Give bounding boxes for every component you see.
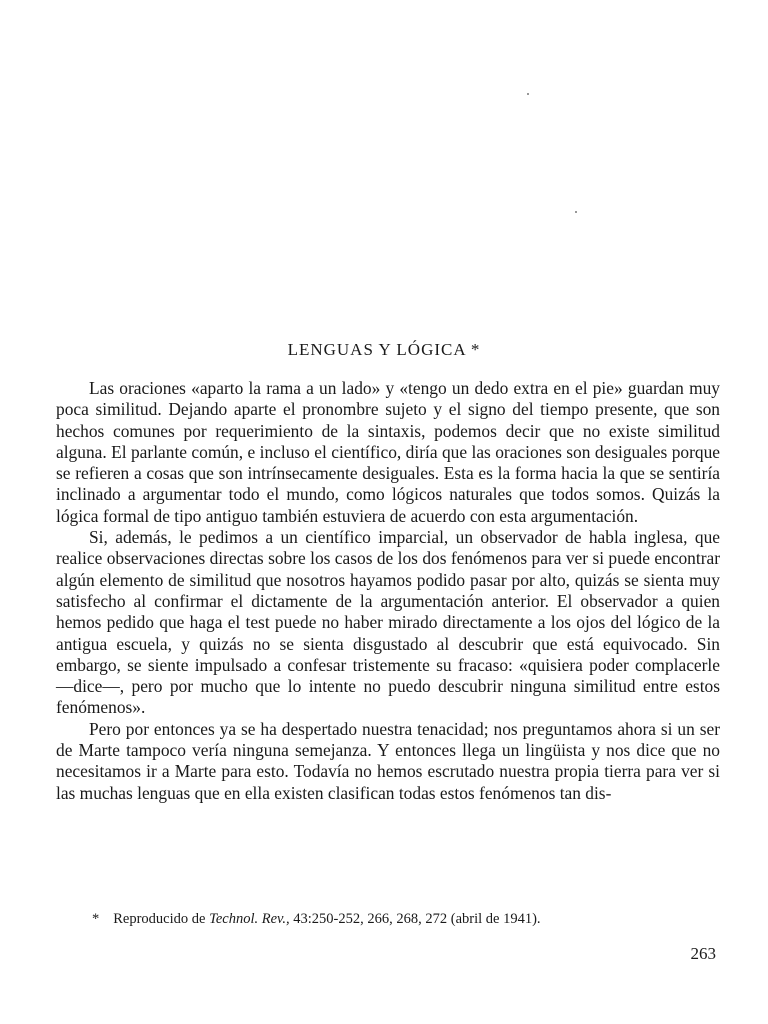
footnote-marker: * (92, 911, 100, 927)
paragraph-3: Pero por entonces ya se ha despertado nuestra tenacidad; nos preguntamos ahora si un ser de Marte tampoco vería ninguna semejanza. Y entonces llega un lingüista y nos dice que no necesitamos ir a Marte para esto. Todavía no hemos escrutado nuestra propia tierra para ver si las muchas lenguas que en ella existen clasifican todas estos fenómenos tan dis- (56, 718, 720, 803)
paragraph-2: Si, además, le pedimos a un científico imparcial, un observador de habla inglesa, que realice observaciones directas sobre los casos de los dos fenómenos para ver si puede encontrar algún elemento de similitud que nosotros hayamos podido pasar por alto, quizás se sienta muy satisfecho al confirmar el dictamente de la argumentación anterior. El observador a quien hemos pedido que haga el test puede no haber mirado directamente a los ojos del lógico de la antigua escuela, y quizás no se sienta disgustado al descubrir que está equivocado. Sin embargo, se siente impulsado a confesar tristemente su fracaso: «quisiera poder complacerle —dice—, pero por mucho que lo intente no puedo descubrir ninguna similitud entre estos fenómenos». (56, 527, 720, 718)
footnote-suffix: 43:250-252, 266, 268, 272 (abril de 1941). (289, 911, 541, 927)
paragraph-1: Las oraciones «aparto la rama a un lado» y «tengo un dedo extra en el pie» guardan muy poca similitud. Dejando aparte el pronombre sujeto y el signo del tiempo presente, que son hechos comunes por requerimiento de la sintaxis, podemos decir que no existe similitud alguna. El parlante común, e incluso el científico, diría que las oraciones son desiguales porque se refieren a cosas que son intrínsecamente desiguales. Esta es la forma hacia la que se sentiría inclinado a argumentar todo el mundo, como lógicos naturales que todos somos. Quizás la lógica formal de tipo antiguo también estuviera de acuerdo con esta argumentación. (56, 378, 720, 526)
page-number: 263 (690, 944, 716, 963)
chapter-title: LENGUAS Y LÓGICA * (287, 340, 481, 359)
body-text (56, 378, 720, 804)
scan-speck (527, 93, 529, 95)
scan-speck (575, 211, 577, 213)
footnote-journal: Technol. Rev., (209, 911, 290, 927)
footnote-prefix: Reproducido de (113, 911, 210, 927)
footnote (92, 910, 732, 928)
